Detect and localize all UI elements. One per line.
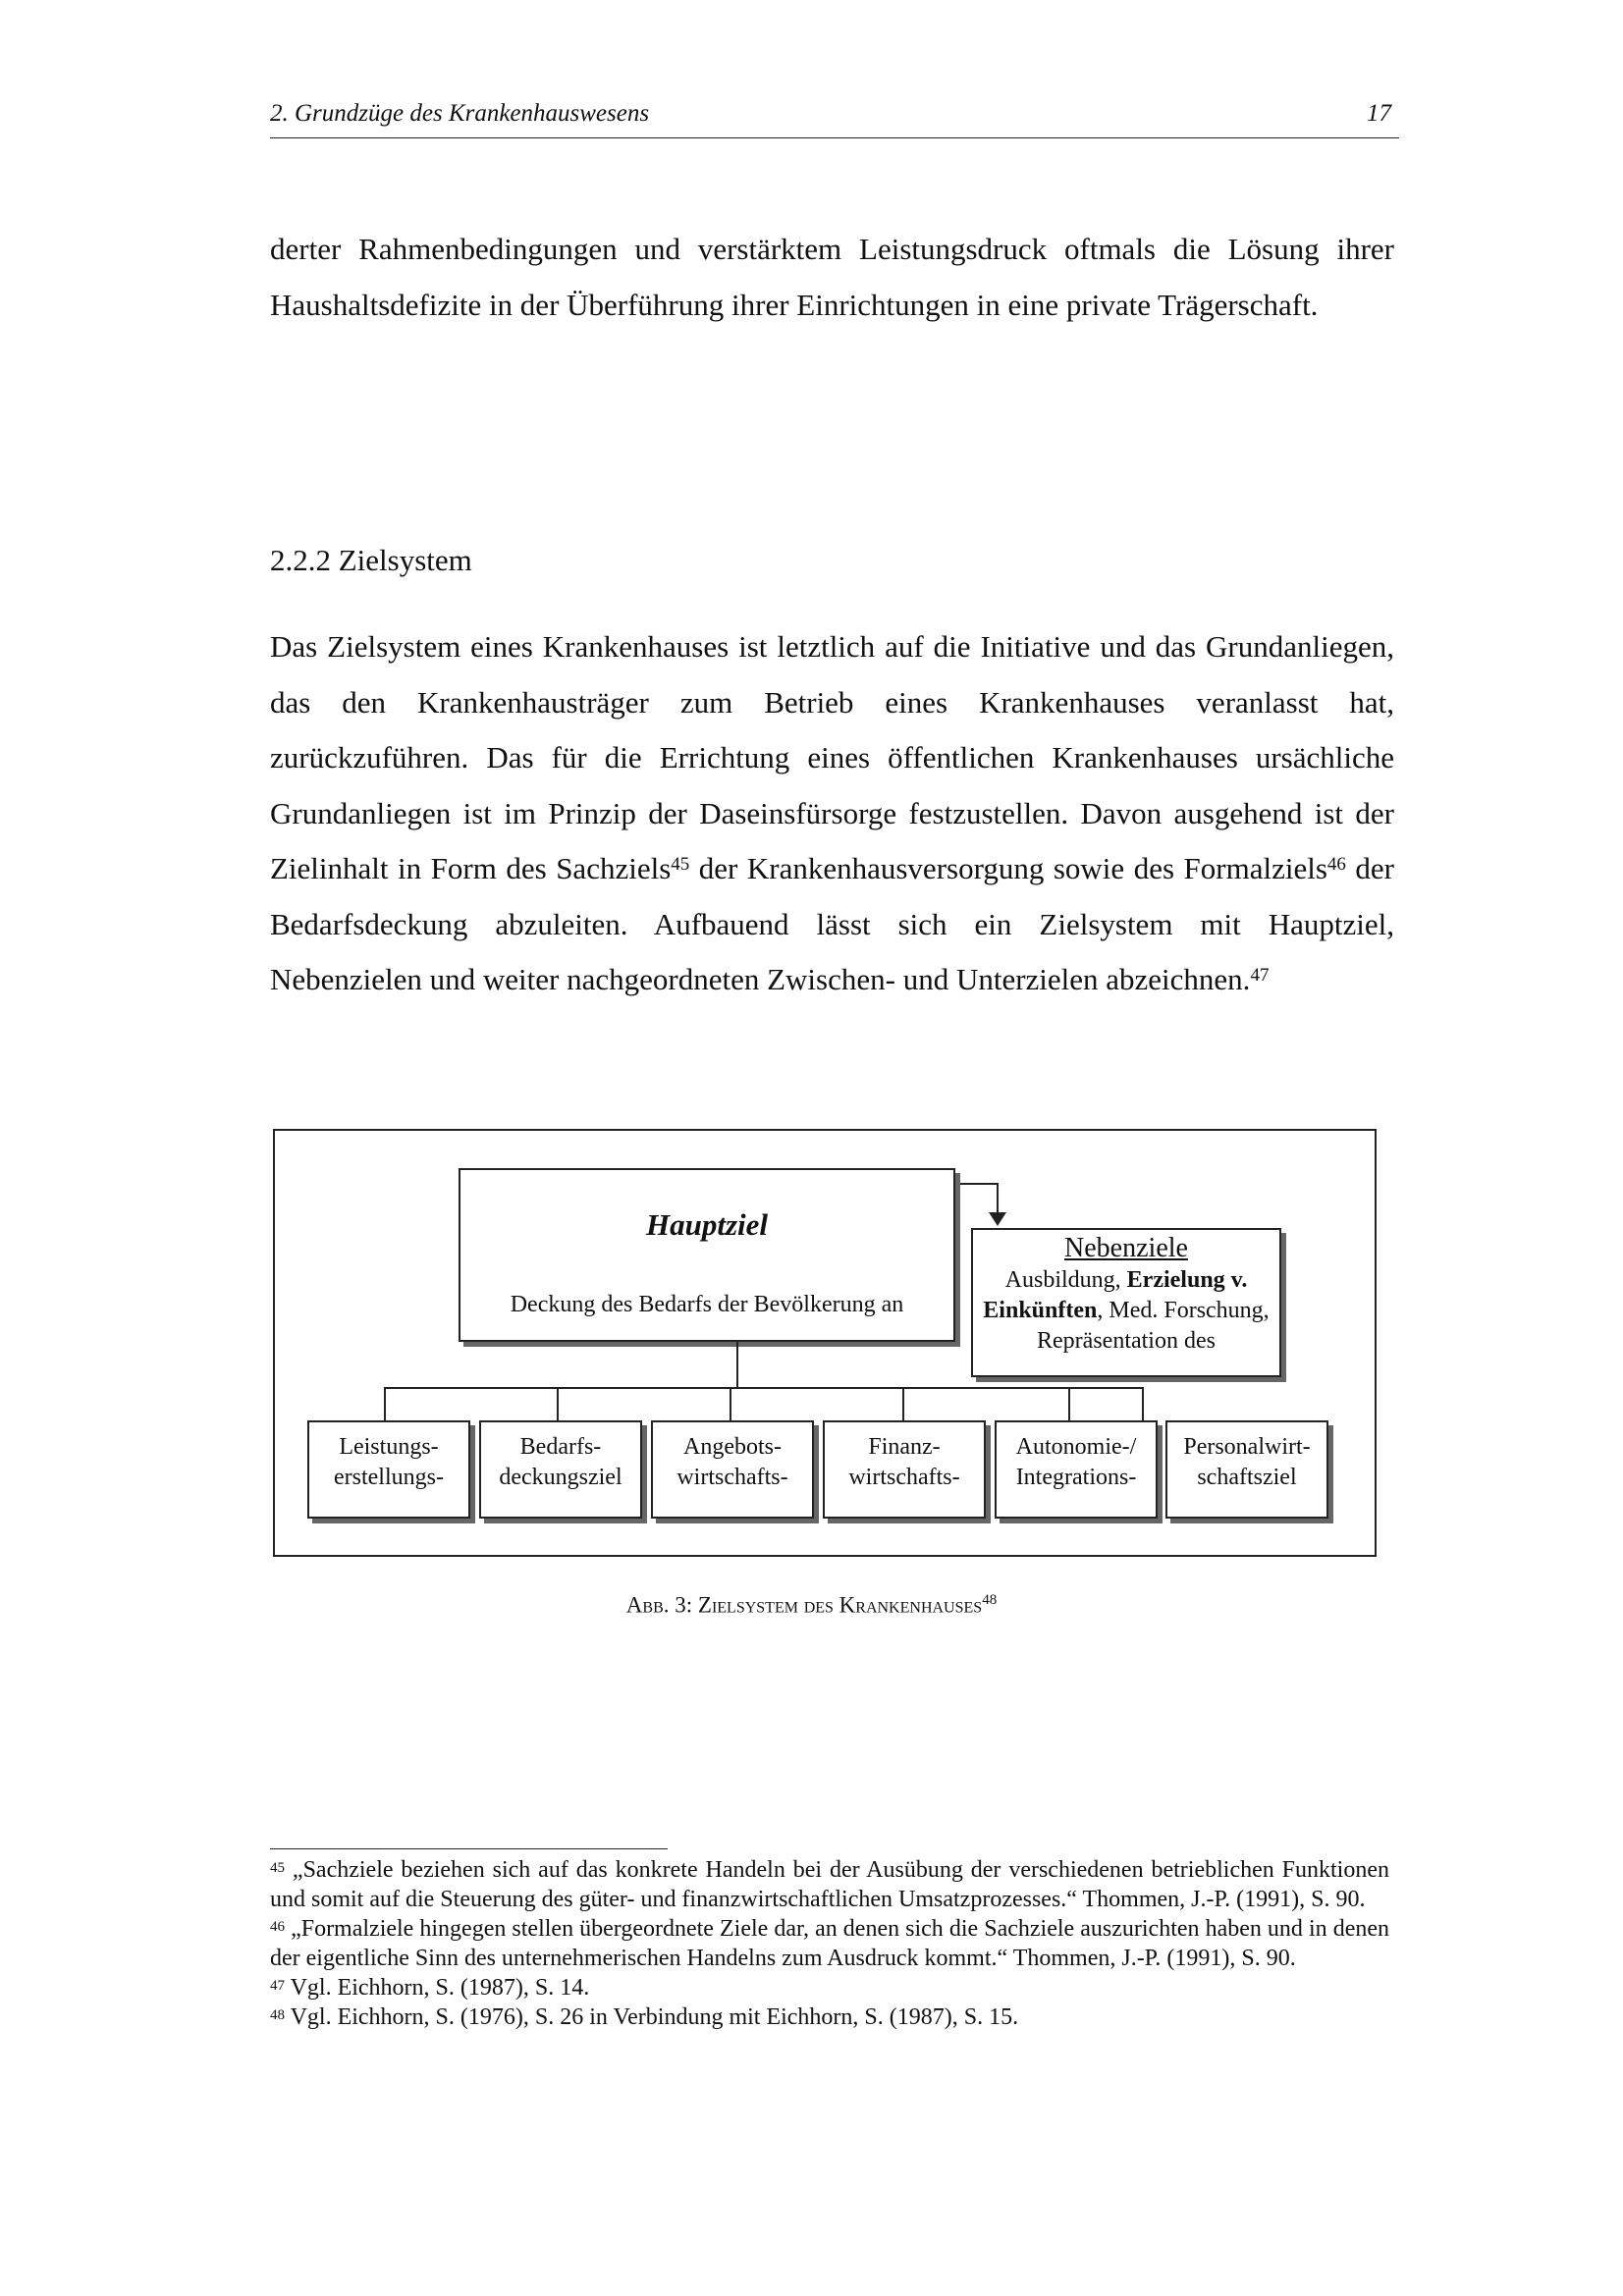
figure-caption <box>0 1592 1623 1619</box>
drop-line <box>1142 1387 1144 1420</box>
footnote-number: 47 <box>270 1978 285 1994</box>
section-heading: 2.2.2 Zielsystem <box>270 543 472 577</box>
footnote-text: „Formalziele hingegen stellen übergeordnete Ziele dar, an denen sich die Sachziele auszurichten haben und in denen der eigentliche Sinn des unternehmerischen Handelns zum Ausdruck kommt.“ Thommen, J.-P. (1991), S. 90. <box>270 1916 1389 1971</box>
subgoal-line2: deckungsziel <box>499 1465 622 1490</box>
subgoal-box <box>1165 1420 1328 1519</box>
footnote-ref-47[interactable]: 47 <box>1250 965 1270 986</box>
footnote <box>270 1973 1389 2002</box>
footnote-text: „Sachziele beziehen sich auf das konkrete Handeln bei der Ausübung der verschiedenen betrieblichen Funktionen und somit auf die Steuerung des güter- und finanzwirtschaftlichen Umsatzprozesses.“ Thommen, J.-P. (1991), S. 90. <box>270 1857 1390 1912</box>
footnote-text: Vgl. Eichhorn, S. (1976), S. 26 in Verbindung mit Eichhorn, S. (1987), S. 15. <box>290 2004 1019 2030</box>
arrow-head-icon <box>989 1212 1006 1226</box>
subgoal-box <box>307 1420 470 1519</box>
nebenziele-bold: Erzielung v. Einkünften <box>983 1267 1248 1323</box>
footnote-ref-48[interactable]: 48 <box>982 1592 998 1608</box>
subgoal-box <box>995 1420 1158 1519</box>
footnote <box>270 2002 1389 2032</box>
subgoal-line1: Angebots- <box>683 1434 782 1460</box>
subgoal-line2: Integrations- <box>1015 1465 1137 1490</box>
footnote-number: 48 <box>270 2007 285 2023</box>
drop-line <box>557 1387 559 1420</box>
subgoal-line1: Personalwirt- <box>1183 1434 1311 1460</box>
nebenziele-box <box>971 1228 1281 1377</box>
drop-line <box>384 1387 386 1420</box>
subgoal-line2: erstellungs- <box>334 1465 444 1490</box>
running-header <box>270 98 1399 138</box>
subgoal-box <box>823 1420 986 1519</box>
hauptziel-box <box>459 1168 955 1342</box>
paragraph-zielsystem <box>270 619 1394 1008</box>
paragraph-continuation: derter Rahmenbedingungen und verstärktem Leistungsdruck oftmals die Lösung ihrer Haushaltsdefizite in der Überführung ihrer Einrichtungen in eine private Trägerschaft. <box>270 232 1394 322</box>
subgoal-box <box>479 1420 642 1519</box>
footnote-ref-45[interactable]: 45 <box>671 854 690 875</box>
subgoal-line2: wirtschafts- <box>676 1465 788 1490</box>
hauptziel-text: Deckung des Bedarfs der Bevölkerung an <box>510 1292 904 1317</box>
connector-line <box>955 1183 999 1185</box>
footnote-divider <box>270 1848 668 1849</box>
chapter-title: 2. Grundzüge des Krankenhauswesens <box>270 100 650 127</box>
drop-line <box>1068 1387 1070 1420</box>
nebenziele-text-2: , Med. Forschung, Repräsentation des <box>1037 1298 1270 1354</box>
footnote <box>270 1855 1389 1914</box>
subgoal-line2: wirtschafts- <box>848 1465 960 1490</box>
footnote-ref-46[interactable]: 46 <box>1326 854 1346 875</box>
footnote <box>270 1914 1389 1973</box>
footnotes <box>270 1855 1389 2032</box>
paragraph-text-3: der Bedarfsdeckung abzuleiten. Aufbauend lässt sich ein Zielsystem mit Hauptziel, Nebenzielen und weiter nachgeordneten Zwischen- und Unterzielen abzeichnen. <box>270 851 1394 996</box>
bus-line <box>384 1387 1144 1389</box>
caption-prefix: Abb. 3: <box>625 1592 698 1618</box>
subgoal-line1: Bedarfs- <box>519 1434 602 1460</box>
goal-system-diagram <box>273 1129 1377 1557</box>
footnote-number: 45 <box>270 1860 285 1876</box>
paragraph-text-1: Das Zielsystem eines Krankenhauses ist letztlich auf die Initiative und das Grundanliegen, das den Krankenhausträger zum Betrieb eines Krankenhauses veranlasst hat, zurückzuführen. Das für die Errichtung eines öffentlichen Krankenhauses ursächliche Grundanliegen ist im Prinzip der Daseinsfürsorge festzustellen. Davon ausgehend ist der Zielinhalt in Form des Sachziels <box>270 629 1394 885</box>
nebenziele-text-1: Ausbildung, <box>1004 1267 1127 1293</box>
hauptziel-title: Hauptziel <box>645 1207 768 1242</box>
page-number: 17 <box>1367 100 1391 127</box>
nebenziele-text <box>973 1265 1279 1357</box>
subgoal-line1: Finanz- <box>868 1434 941 1460</box>
footnote-text: Vgl. Eichhorn, S. (1987), S. 14. <box>290 1975 590 2001</box>
subgoal-line1: Autonomie-/ <box>1015 1434 1137 1460</box>
connector-line <box>997 1183 999 1216</box>
paragraph-text-2: der Krankenhausversorgung sowie des Formalziels <box>689 851 1327 885</box>
subgoal-line1: Leistungs- <box>339 1434 439 1460</box>
trunk-line <box>736 1342 738 1389</box>
subgoal-box <box>651 1420 814 1519</box>
caption-title: Zielsystem des Krankenhauses <box>697 1592 983 1618</box>
footnote-number: 46 <box>270 1919 285 1935</box>
nebenziele-title: Nebenziele <box>1064 1233 1188 1263</box>
drop-line <box>902 1387 904 1420</box>
drop-line <box>730 1387 731 1420</box>
subgoal-line2: schaftsziel <box>1197 1465 1297 1490</box>
